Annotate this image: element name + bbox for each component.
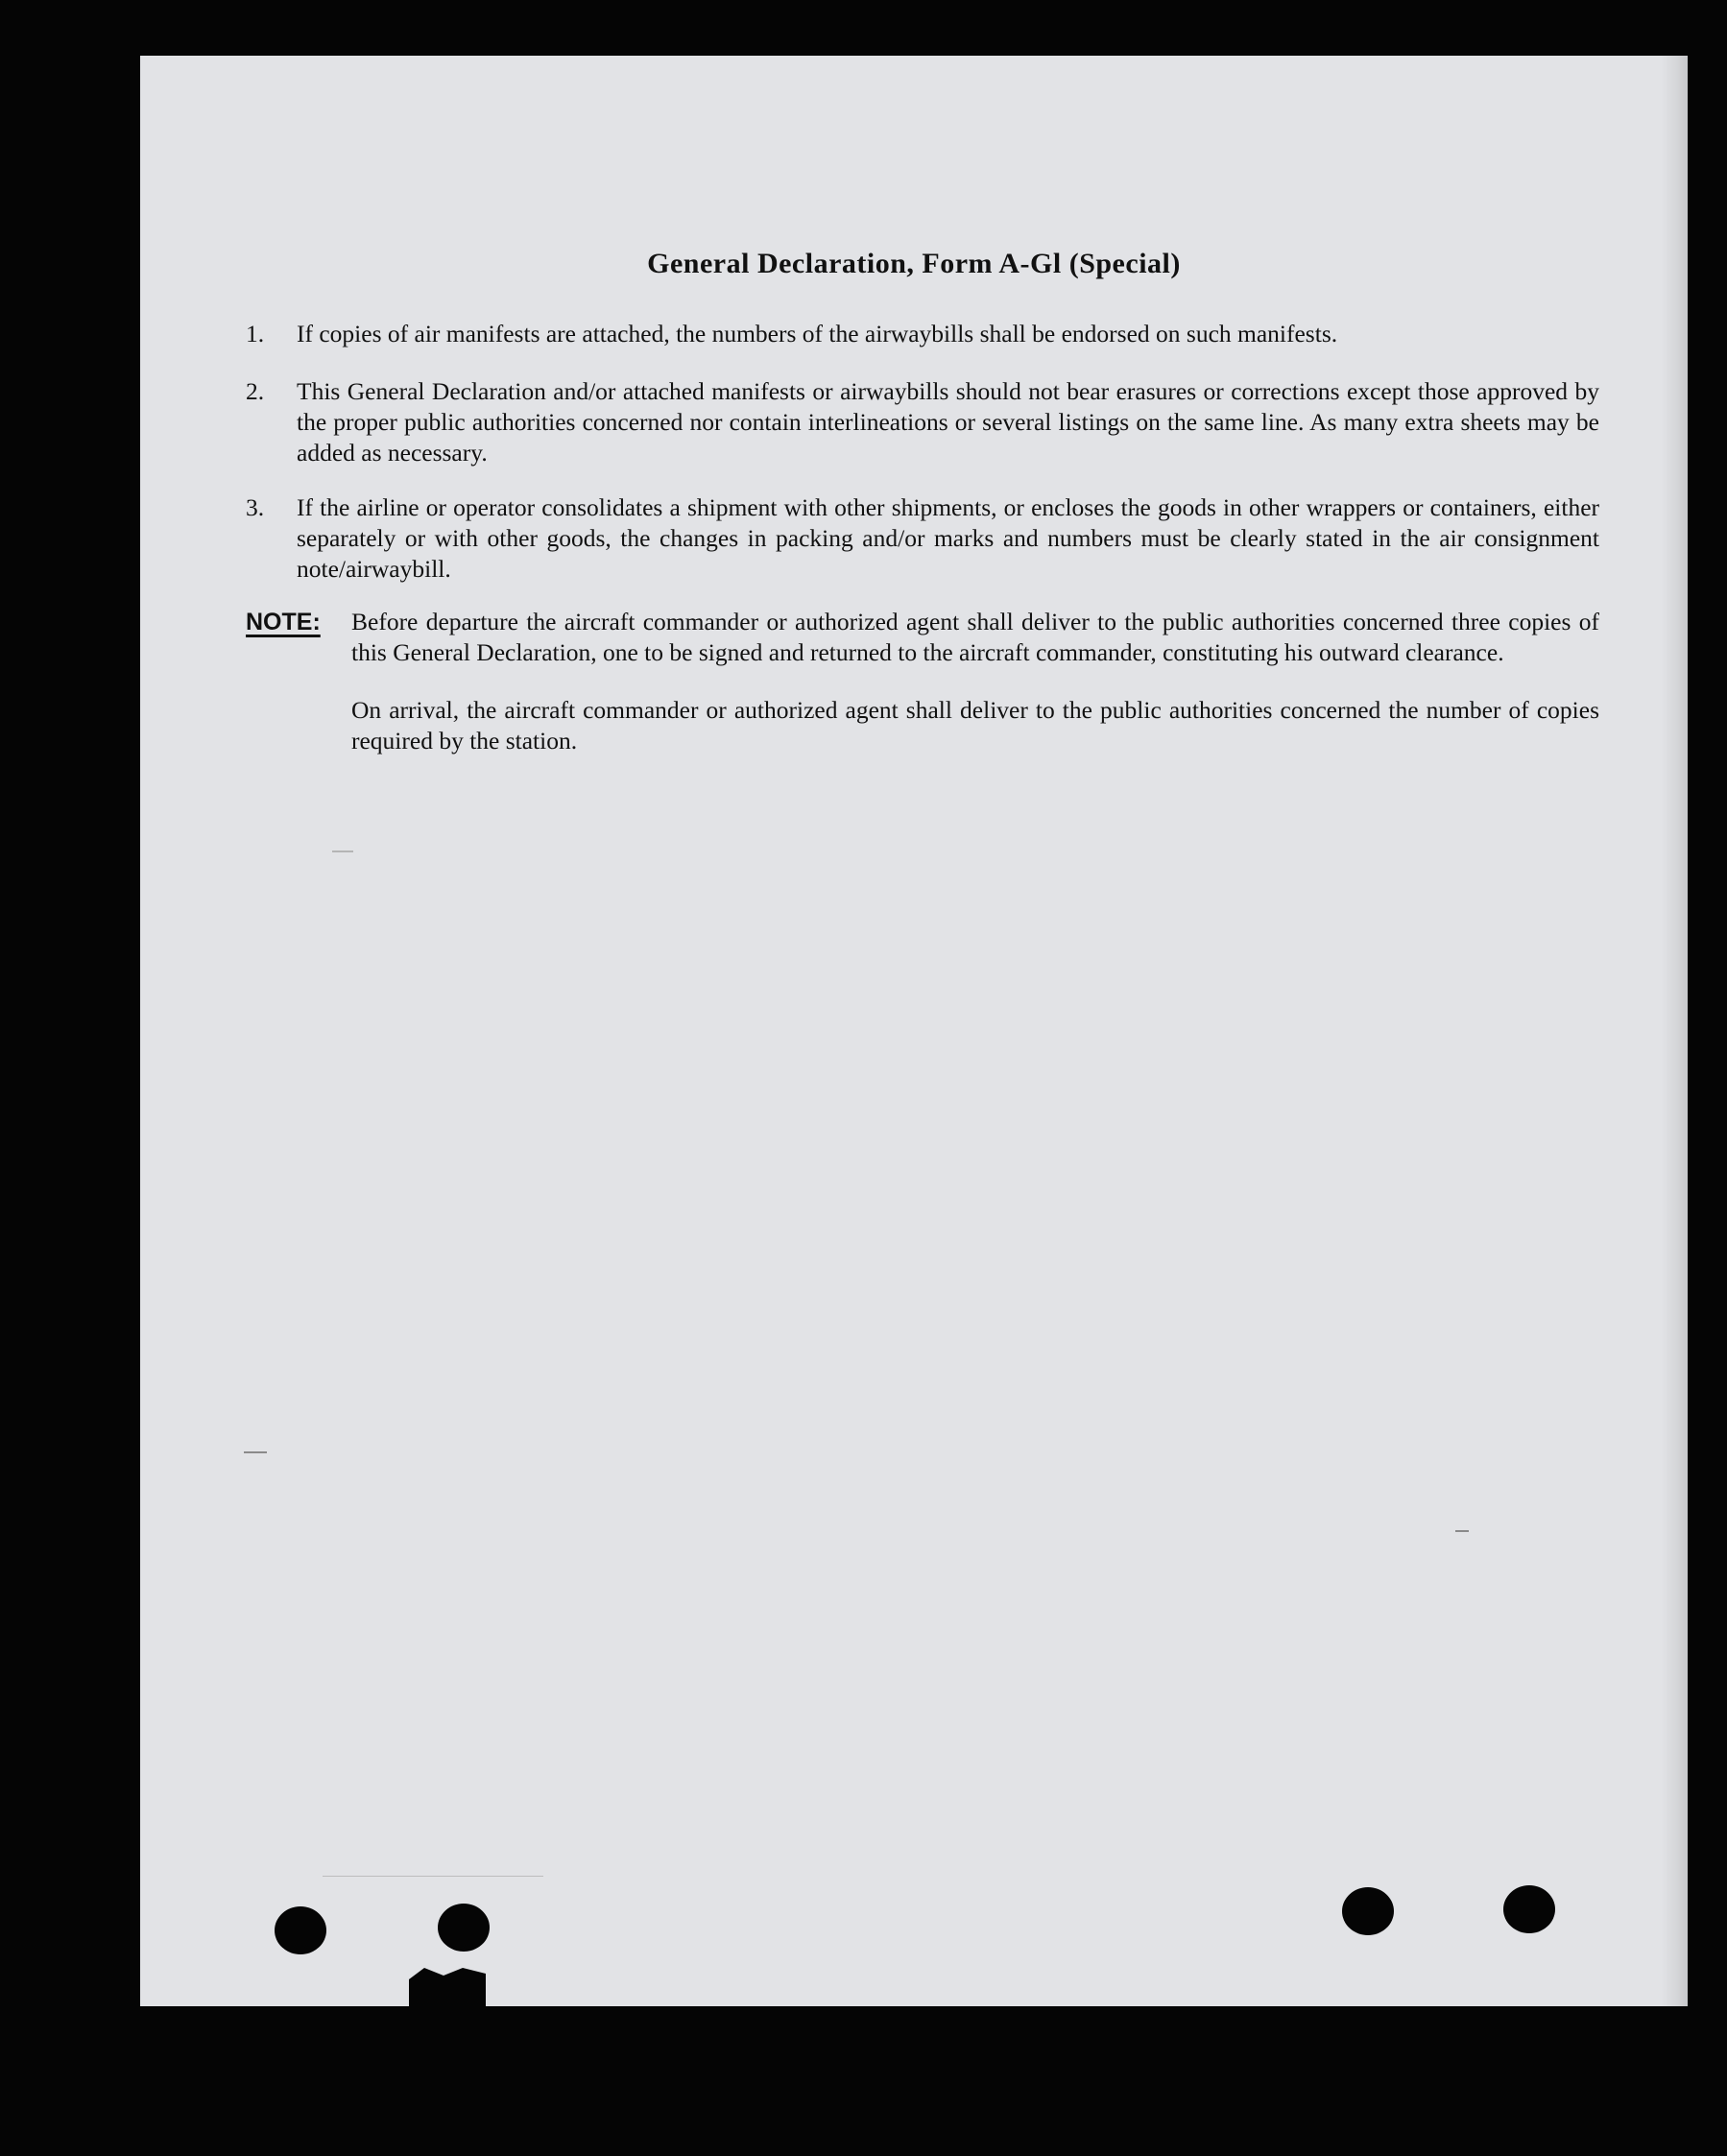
item-text: If the airline or operator consolidates a shipment with other shipments, or encloses the goods in other wrappers or containers, either separately or with other goods, the changes in packing and/or marks and numbers must be clearly stated in the air consignment note/airwaybill. [297,493,1599,583]
page-edge-shadow [1661,56,1688,2006]
punch-hole [275,1906,326,1954]
list-item [246,492,1599,585]
scan-mark [1455,1530,1469,1532]
scan-mark [323,1876,543,1877]
note-label: NOTE: [246,609,321,635]
document-title: General Declaration, Form A-Gl (Special) [647,248,1181,279]
item-number: 2. [246,377,265,405]
item-number: 3. [246,493,265,521]
punch-hole [1342,1887,1394,1935]
scan-mark [244,1451,267,1453]
note-section [246,607,1599,756]
note-paragraph-arrival: On arrival, the aircraft commander or authorized agent shall deliver to the public authorities concerned the number of copies required by the station. [351,696,1599,755]
item-number: 1. [246,320,265,347]
scan-mark [332,850,353,852]
list-item [246,376,1599,468]
note-paragraph-departure: Before departure the aircraft commander or authorized agent shall deliver to the public authorities concerned three copies of this General Declaration, one to be signed and returned to the aircraft commander, constituting his outward clearance. [351,608,1599,666]
list-item [246,319,1599,349]
item-text: This General Declaration and/or attached manifests or airwaybills should not bear erasures or corrections except those approved by the proper public authorities concerned nor contain interlineations or several listings on the same line. As many extra sheets may be added as necessary. [297,377,1599,467]
torn-edge [409,1968,486,2006]
punch-hole [1503,1885,1555,1933]
document-page [140,56,1688,2006]
punch-hole [438,1904,490,1952]
item-text: If copies of air manifests are attached, the numbers of the airwaybills shall be endorsed on such manifests. [297,320,1338,347]
